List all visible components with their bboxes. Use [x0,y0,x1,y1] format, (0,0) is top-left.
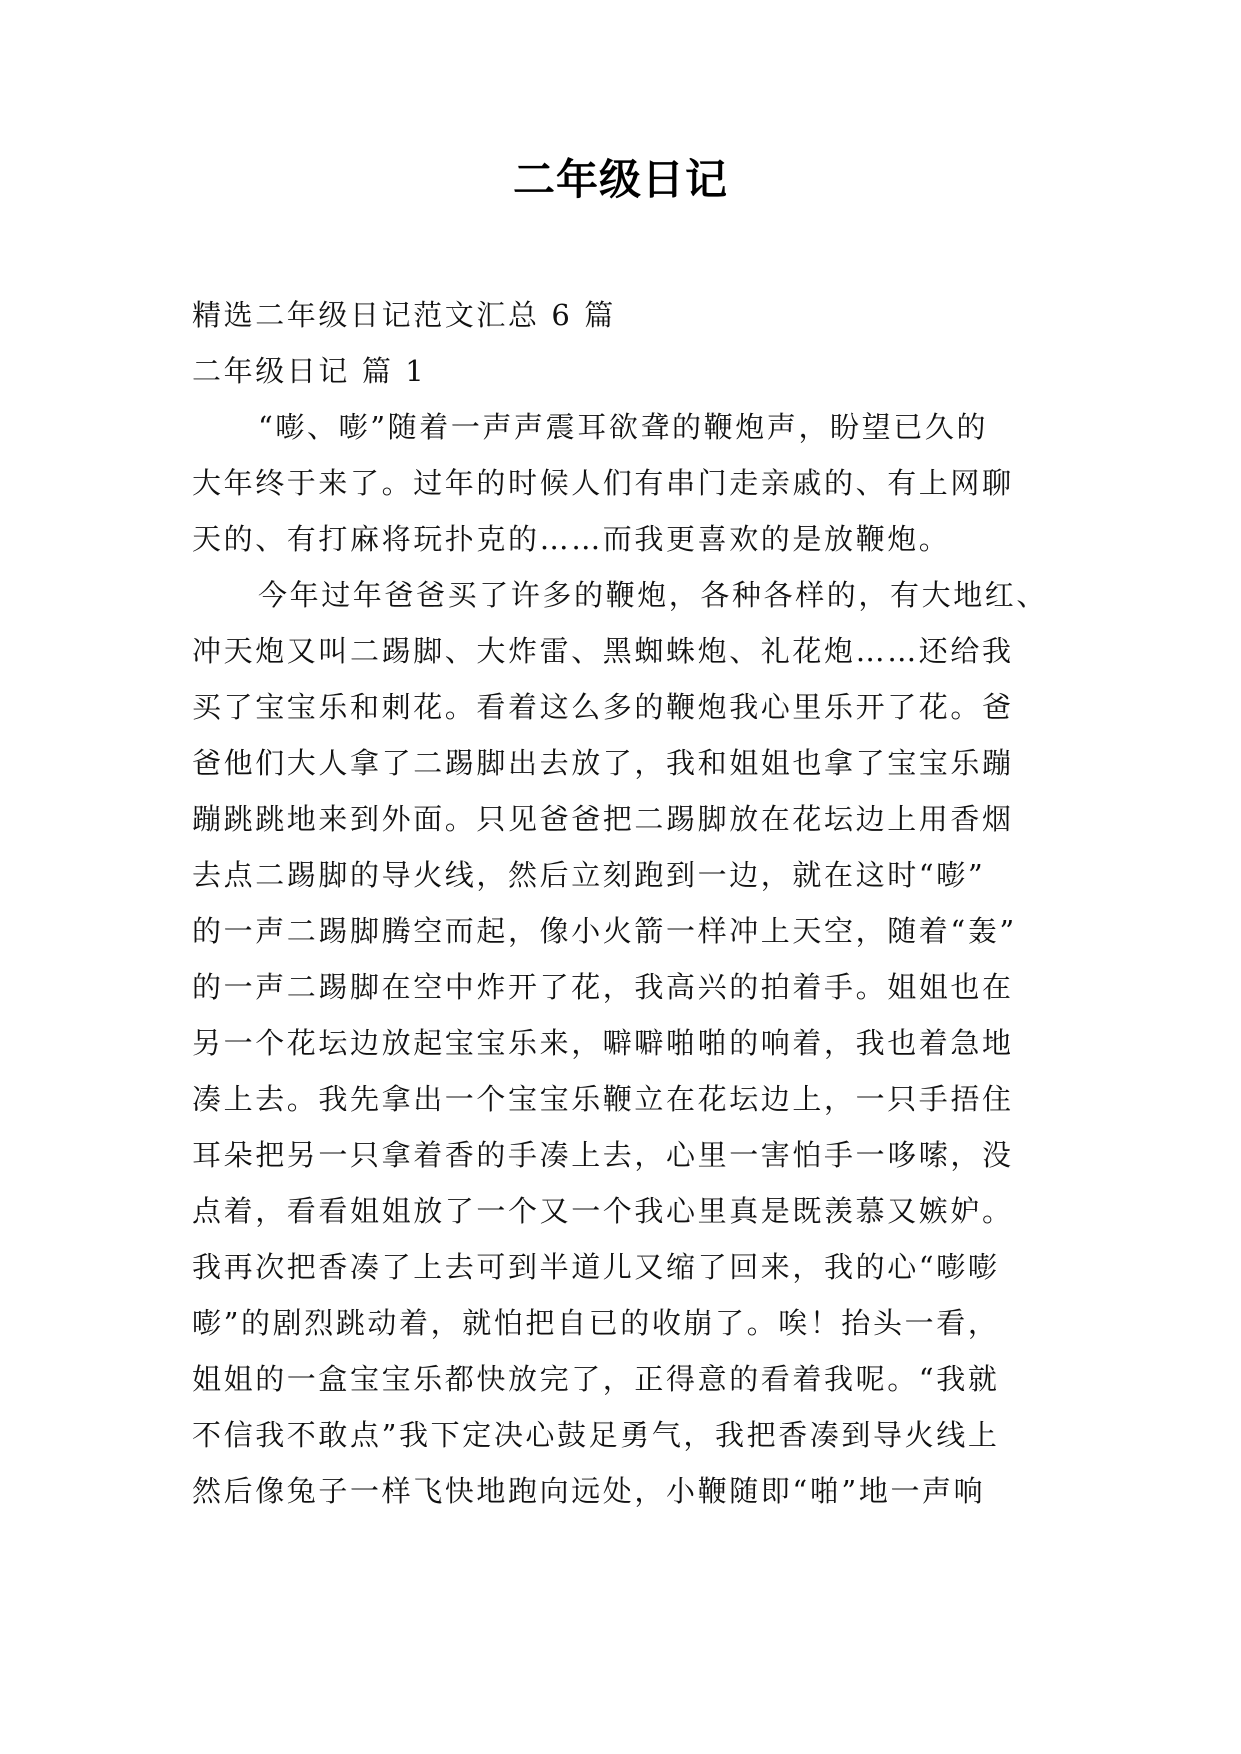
document-title: 二年级日记 [512,155,728,204]
paragraph-line: 姐姐的一盒宝宝乐都快放完了，正得意的看着我呢。“我就 [192,1362,1000,1396]
paragraph-line: 点着，看看姐姐放了一个又一个我心里真是既羡慕又嫉妒。 [192,1194,1014,1228]
paragraph-line: 买了宝宝乐和刺花。看着这么多的鞭炮我心里乐开了花。爸 [192,690,1014,724]
paragraph-line: 然后像兔子一样飞快地跑向远处，小鞭随即“啪”地一声响 [192,1474,986,1508]
paragraph-line: 的一声二踢脚在空中炸开了花，我高兴的拍着手。姐姐也在 [192,970,1014,1004]
paragraph-line: 蹦跳跳地来到外面。只见爸爸把二踢脚放在花坛边上用香烟 [192,802,1014,836]
paragraph-line: 不信我不敢点”我下定决心鼓足勇气，我把香凑到导火线上 [192,1418,1000,1452]
paragraph-line: 我再次把香凑了上去可到半道儿又缩了回来，我的心“嘭嘭 [192,1250,1000,1284]
section-heading: 二年级日记 篇 1 [192,354,427,388]
paragraph-line: 的一声二踢脚腾空而起，像小火箭一样冲上天空，随着“轰” [192,914,1017,948]
paragraph-line: 今年过年爸爸买了许多的鞭炮，各种各样的，有大地红、 [258,578,1049,612]
paragraph-line: 爸他们大人拿了二踢脚出去放了，我和姐姐也拿了宝宝乐蹦 [192,746,1014,780]
paragraph-line: 另一个花坛边放起宝宝乐来，噼噼啪啪的响着，我也着急地 [192,1026,1014,1060]
paragraph-line: 凑上去。我先拿出一个宝宝乐鞭立在花坛边上，一只手捂住 [192,1082,1014,1116]
paragraph-line: 天的、有打麻将玩扑克的……而我更喜欢的是放鞭炮。 [192,522,951,556]
paragraph-line: 大年终于来了。过年的时候人们有串门走亲戚的、有上网聊 [192,466,1014,500]
paragraph-line: 嘭”的剧烈跳动着，就怕把自已的收崩了。唉！抬头一看， [192,1306,1000,1340]
paragraph-line: 耳朵把另一只拿着香的手凑上去，心里一害怕手一哆嗦，没 [192,1138,1014,1172]
document-body [192,287,1059,1519]
paragraph-line: “嘭、嘭”随着一声声震耳欲聋的鞭炮声，盼望已久的 [258,410,989,444]
paragraph-line: 冲天炮又叫二踢脚、大炸雷、黑蜘蛛炮、礼花炮……还给我 [192,634,1014,668]
paragraph-line: 去点二踢脚的导火线，然后立刻跑到一边，就在这时“嘭” [192,858,986,892]
document-subtitle: 精选二年级日记范文汇总 6 篇 [192,298,616,332]
